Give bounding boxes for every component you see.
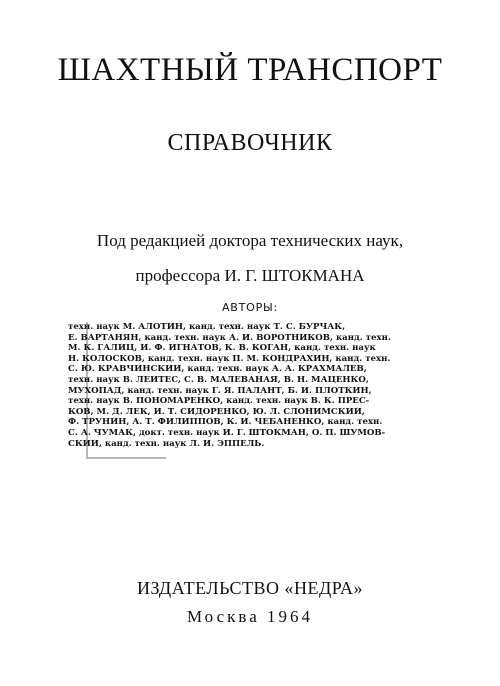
page-subtitle: СПРАВОЧНИК (167, 130, 333, 156)
author-line: С. А. ЧУМАК, докт. техн. наук И. Г. ШТОКМАН, О. П. ШУМОВ- (68, 427, 386, 438)
author-line: МУХОПАД, канд. техн. наук Г. Я. ПАЛАНТ, Б. И. ПЛОТКИН, (68, 385, 372, 396)
author-line: техн. наук М. АЛОТИН, канд. техн. наук Т. С. БУРЧАК, (68, 322, 346, 332)
author-line: Е. ВАРТАНЯН, канд. техн. наук А. И. ВОРОТНИКОВ, канд. техн. (68, 332, 391, 343)
authors-list (68, 322, 433, 449)
author-line: М. К. ГАЛИЦ, И. Ф. ИГНАТОВ, К. В. КОГАН, канд. техн. наук (68, 343, 376, 354)
page-title: ШАХТНЫЙ ТРАНСПОРТ (57, 52, 443, 88)
author-line: С. Ю. КРАВЧИНСКИЙ, канд. техн. наук А. А. КРАХМАЛЕВ, (68, 364, 367, 375)
editor-line-1: Под редакцией доктора технических наук, (96, 231, 404, 250)
city-year: Москва 1964 (186, 607, 314, 626)
authors-heading: АВТОРЫ: (221, 301, 279, 314)
author-line: Ф. ТРУНИН, А. Т. ФИЛИППОВ, К. И. ЧЕБАНЕНКО, канд. техн. (68, 417, 383, 428)
author-line: Н. КОЛОСКОВ, канд. техн. наук П. М. КОНДРАХИН, канд. техн. (68, 353, 391, 364)
editor-line-2: профессора И. Г. ШТОКМАНА (135, 266, 365, 285)
author-line: КОВ, М. Д. ЛЕК, И. Т. СИДОРЕНКО, Ю. Л. СЛОНИМСКИЙ, (68, 406, 365, 417)
publisher: ИЗДАТЕЛЬСТВО «НЕДРА» (137, 578, 363, 598)
author-line: СКИЙ, канд. техн. наук Л. И. ЭППЕЛЬ. (68, 438, 265, 449)
author-line: техн. наук В. ЛЕЙТЕС, С. В. МАЛЕВАНАЯ, В. Н. МАЦЕНКО, (68, 374, 369, 385)
author-line: техн. наук В. ПОНОМАРЕНКО, канд. техн. наук В. К. ПРЕС- (68, 396, 370, 407)
